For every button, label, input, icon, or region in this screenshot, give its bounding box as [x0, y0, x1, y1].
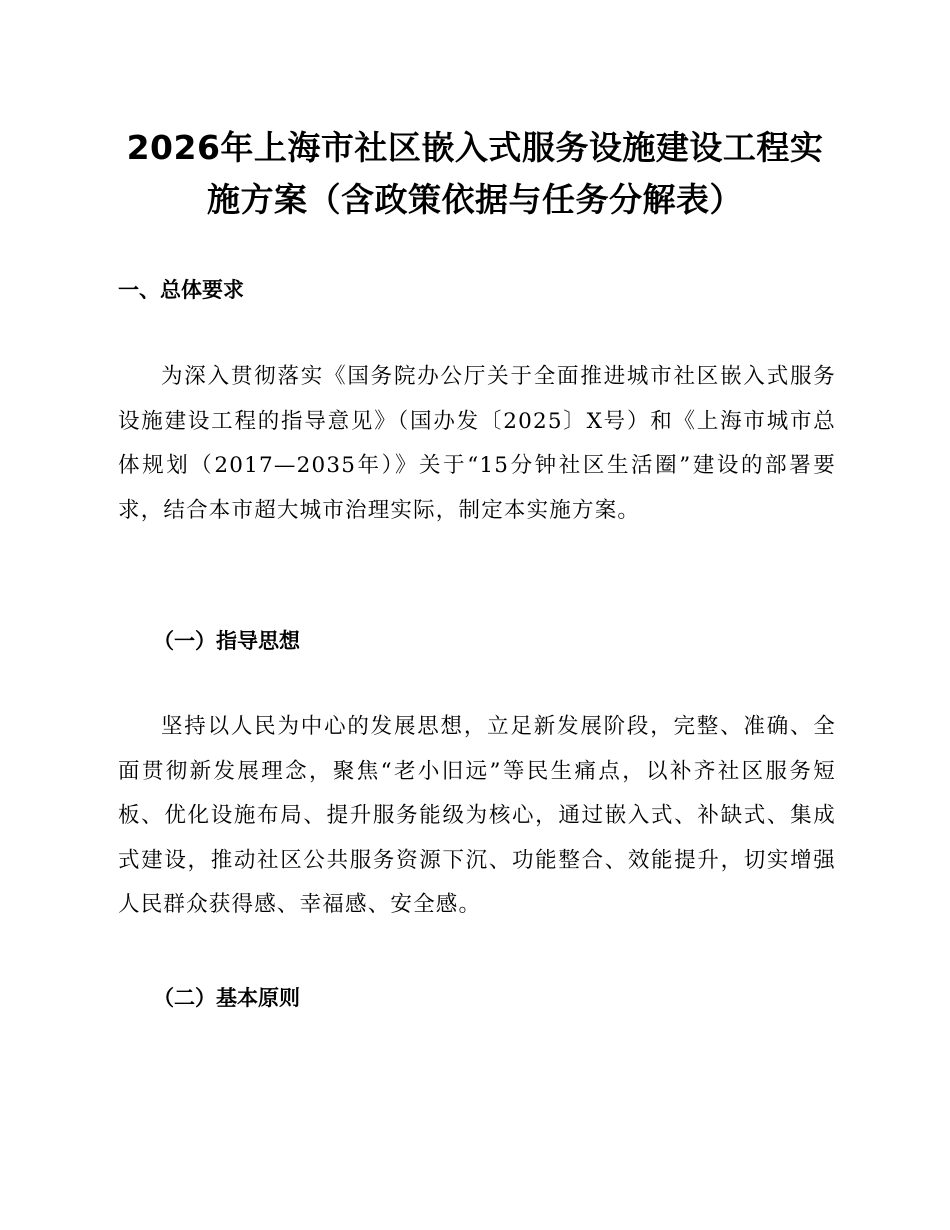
subsection-heading-guiding-ideology: （一）指导思想	[153, 628, 300, 653]
section-heading-overall-requirements: 一、总体要求	[118, 278, 244, 302]
document-title: 2026年上海市社区嵌入式服务设施建设工程实施方案（含政策依据与任务分解表）	[126, 128, 824, 219]
guiding-ideology-paragraph: 坚持以人民为中心的发展思想，立足新发展阶段，完整、准确、全面贯彻新发展理念，聚焦“老小旧远”等民生痛点，以补齐社区服务短板、优化设施布局、提升服务能级为核心，通过嵌入式、补缺式、集成式建设，推动社区公共服务资源下沉、功能整合、效能提升，切实增强人民群众获得感、幸福感、安全感。	[118, 714, 836, 918]
subsection-heading-basic-principles: （二）基本原则	[153, 985, 300, 1010]
intro-paragraph: 为深入贯彻落实《国务院办公厅关于全面推进城市社区嵌入式服务设施建设工程的指导意见》（国办发〔2025〕X号）和《上海市城市总体规划（2017—2035年）》关于“15分钟社区生活圈”建设的部署要求，结合本市超大城市治理实际，制定本实施方案。	[118, 364, 836, 523]
